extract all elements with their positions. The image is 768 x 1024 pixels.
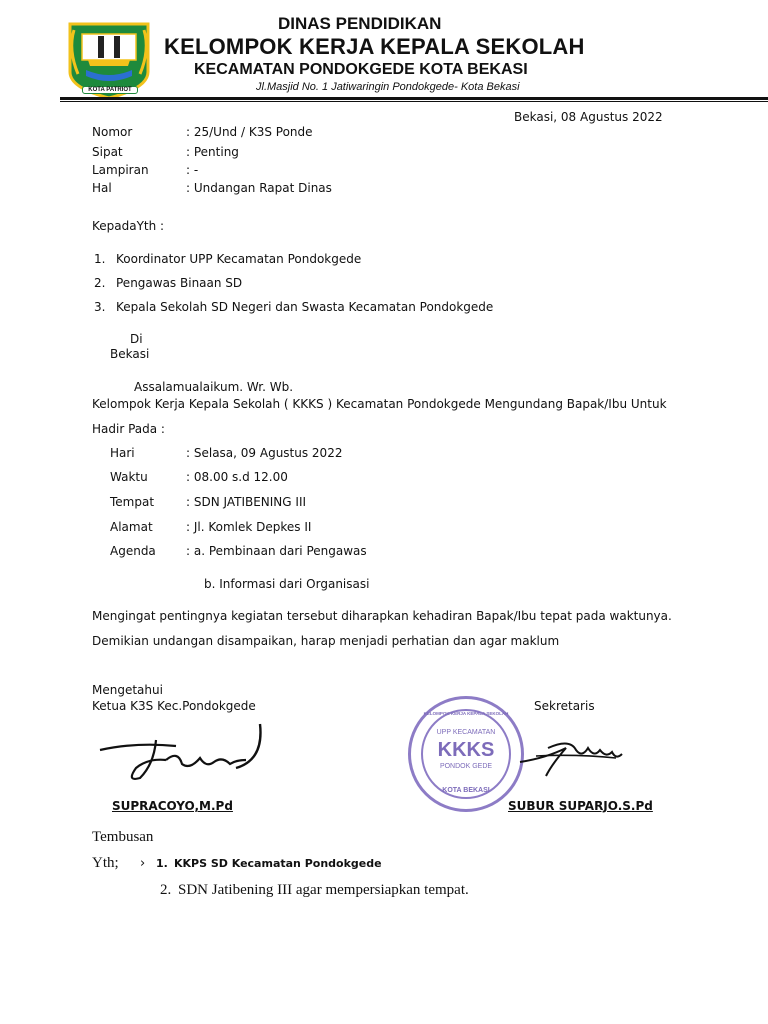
intro-text: Kelompok Kerja Kepala Sekolah ( KKKS ) Kecamatan Pondokgede Mengundang Bapak/Ibu Untuk <box>92 397 667 411</box>
logo-banner: KOTA PATRIOT <box>82 86 138 94</box>
stamp-center: KKKS <box>437 739 495 761</box>
city-logo <box>62 20 156 108</box>
detail-label-hari: Hari <box>110 446 135 460</box>
meta-value-hal: : Undangan Rapat Dinas <box>186 181 332 195</box>
header-rule-thick <box>60 97 768 100</box>
closing-line-1: Mengingat pentingnya kegiatan tersebut diharapkan kehadiran Bapak/Ibu tepat pada waktunya. <box>92 609 672 623</box>
meta-value-lampiran: : - <box>186 163 199 177</box>
cc-text: KKPS SD Kecamatan Pondokgede <box>174 857 382 870</box>
closing-line-2: Demikian undangan disampaikan, harap menjadi perhatian dan agar maklum <box>92 634 560 648</box>
stamp-ring-top: KELOMPOK KERJA KEPALA SEKOLAH <box>423 711 509 716</box>
detail-value-alamat: : Jl. Komlek Depkes II <box>186 520 312 534</box>
recipient-text: Pengawas Binaan SD <box>116 276 243 290</box>
agenda-item-b: b. Informasi dari Organisasi <box>204 577 370 591</box>
cc-arrow-icon: › <box>140 856 146 871</box>
sekretaris-name: SUBUR SUPARJO.S.Pd <box>508 799 653 813</box>
meta-value-sipat: : Penting <box>186 145 239 159</box>
detail-label-waktu: Waktu <box>110 470 148 484</box>
header-rule-thin <box>60 101 768 102</box>
sekretaris-signature <box>516 728 626 785</box>
letterhead-line2: KELOMPOK KERJA KEPALA SEKOLAH <box>164 34 585 59</box>
recipient-text: Kepala Sekolah SD Negeri dan Swasta Kecamatan Pondokgede <box>116 300 494 314</box>
kkks-stamp <box>408 696 524 812</box>
yth-label: Yth; <box>92 855 119 871</box>
detail-label-tempat: Tempat <box>110 495 155 509</box>
city-label: Bekasi <box>110 347 150 361</box>
detail-value-hari: : Selasa, 09 Agustus 2022 <box>186 446 343 460</box>
cc-num: 1. <box>156 857 168 870</box>
meta-label-lampiran: Lampiran <box>92 163 149 177</box>
stamp-ring-bottom: KOTA BEKASI <box>442 787 490 794</box>
letterhead-address: Jl.Masjid No. 1 Jatiwaringin Pondokgede- Kota Bekasi <box>256 81 520 93</box>
letterhead-line3: KECAMATAN PONDOKGEDE KOTA BEKASI <box>194 61 528 78</box>
kepada-label: KepadaYth : <box>92 219 165 233</box>
mengetahui-label: Mengetahui <box>92 683 163 697</box>
sekretaris-title: Sekretaris <box>534 699 595 713</box>
recipient-text: Koordinator UPP Kecamatan Pondokgede <box>116 252 362 266</box>
detail-value-waktu: : 08.00 s.d 12.00 <box>186 470 288 484</box>
cc-text: SDN Jatibening III agar mempersiapkan tempat. <box>178 882 469 898</box>
stamp-inner-bottom: PONDOK GEDE <box>439 763 493 770</box>
letterhead-line1: DINAS PENDIDIKAN <box>278 14 442 33</box>
ketua-signature <box>96 720 268 791</box>
detail-label-alamat: Alamat <box>110 520 153 534</box>
hadir-label: Hadir Pada : <box>92 422 165 436</box>
stamp-inner-top: UPP KECAMATAN <box>436 729 496 736</box>
detail-label-agenda: Agenda <box>110 544 156 558</box>
di-label: Di <box>130 332 143 346</box>
meta-label-sipat: Sipat <box>92 145 123 159</box>
meta-value-nomor: : 25/Und / K3S Ponde <box>186 125 313 139</box>
cc-num: 2. <box>160 882 172 898</box>
detail-value-tempat: : SDN JATIBENING III <box>186 495 307 509</box>
meta-label-hal: Hal <box>92 181 112 195</box>
ketua-title: Ketua K3S Kec.Pondokgede <box>92 699 256 713</box>
tembusan-label: Tembusan <box>92 829 154 845</box>
recipient-num: 2. <box>94 276 106 290</box>
recipient-num: 1. <box>94 252 106 266</box>
recipient-num: 3. <box>94 300 106 314</box>
ketua-name: SUPRACOYO,M.Pd <box>112 799 233 813</box>
salam: Assalamualaikum. Wr. Wb. <box>134 380 294 394</box>
detail-value-agenda: : a. Pembinaan dari Pengawas <box>186 544 367 558</box>
meta-label-nomor: Nomor <box>92 125 133 139</box>
place-date: Bekasi, 08 Agustus 2022 <box>514 110 663 124</box>
